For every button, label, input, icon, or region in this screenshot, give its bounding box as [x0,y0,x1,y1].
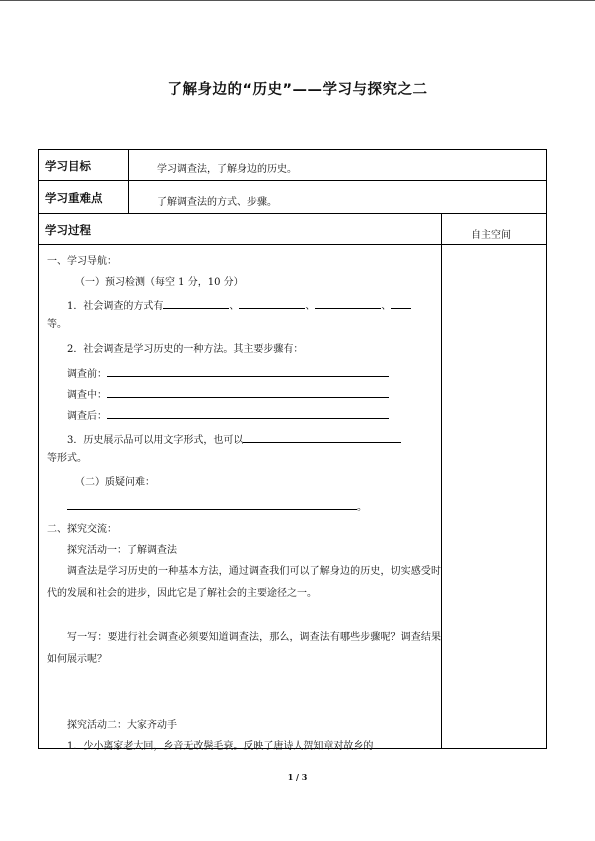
activity-heading: 探究活动二：大家齐动手 [67,720,177,731]
blank-field[interactable] [315,297,381,309]
blank-field[interactable] [67,498,357,510]
step-during [67,386,389,403]
write-paragraph: 写一写：要进行社会调查必须要知道调查法，那么，调查法有哪些步骤呢？调查结果如何展示呢？ [47,632,441,665]
blank-field[interactable] [239,297,305,309]
activity-paragraph: 1．少小离家老大回，乡音无改鬓毛衰。反映了唐诗人贺知章对故乡的 [67,741,374,752]
blank-field[interactable] [107,407,389,419]
question-text: 1．社会调查的方式有 [67,301,164,312]
blank-field[interactable] [107,386,389,398]
goal-label: 学习目标 [45,159,91,173]
question-text: 3．历史展示品可以用文字形式，也可以 [67,435,244,446]
page-top-rule [0,0,595,1]
question-3 [67,431,401,448]
row-divider [39,244,546,245]
separator: 、 [305,301,316,312]
subsection-heading: （一）预习检测（每空 1 分，10 分） [75,277,244,288]
question-3-end: 等形式。 [47,453,87,464]
step-before [67,365,389,382]
col-divider [441,213,442,748]
separator: 、 [381,301,392,312]
blank-field[interactable] [107,365,389,377]
period: 。 [357,502,367,513]
section-heading: 一、学习导航： [47,256,117,267]
step-after [67,407,389,424]
question-1-end: 等。 [47,319,67,330]
blank-field[interactable] [163,297,229,309]
page-title: 了解身边的“历史”——学习与探究之二 [167,82,428,98]
page-number: 1 / 3 [287,772,308,782]
section-heading: 二、探究交流： [47,524,117,535]
step-label: 调查中： [67,390,107,401]
question-answer-line [67,498,367,515]
activity-paragraph: 调查法是学习历史的一种基本方法，通过调查我们可以了解身边的历史，切实感受时代的发展和社会的进步，因此它是了解社会的主要途径之一。 [47,566,441,599]
subsection-heading: （二）质疑问难： [75,477,155,488]
study-table [38,149,547,752]
blank-field[interactable] [391,297,411,309]
separator: 、 [229,301,240,312]
row-divider [39,180,546,181]
key-points-label: 学习重难点 [45,191,103,205]
process-label: 学习过程 [45,223,91,237]
step-label: 调查前： [67,369,107,380]
question-1 [67,297,411,314]
blank-field[interactable] [243,431,401,443]
key-points-text: 了解调查法的方式、步骤。 [157,197,277,208]
activity-heading: 探究活动一：了解调查法 [67,545,177,556]
self-space-label: 自主空间 [471,230,511,241]
goal-text: 学习调查法，了解身边的历史。 [157,164,297,175]
step-label: 调查后： [67,411,107,422]
question-2: 2．社会调查是学习历史的一种方法。其主要步骤有： [67,344,304,355]
row-divider [39,213,546,214]
col-divider [128,150,129,213]
